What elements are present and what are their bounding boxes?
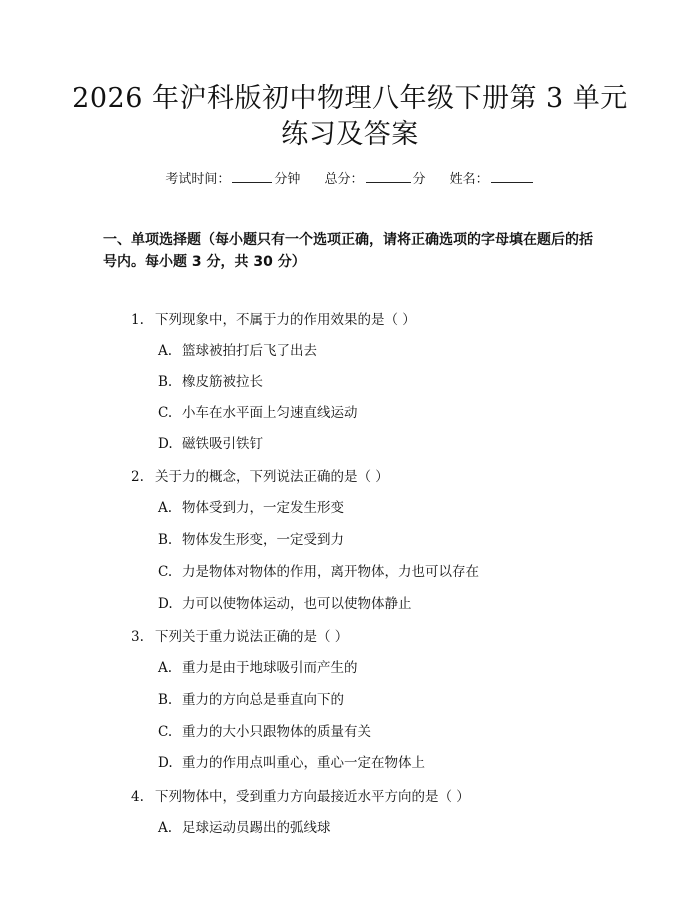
question-number: 1. <box>131 312 144 328</box>
title-line-2: 练习及答案 <box>281 119 419 150</box>
option-text: 橡皮筋被拉长 <box>182 374 263 390</box>
option-letter: A. <box>158 820 173 836</box>
question-3-option-b <box>158 689 578 711</box>
option-letter: C. <box>158 405 173 421</box>
option-letter: B. <box>158 374 173 390</box>
option-letter: A. <box>158 343 173 359</box>
question-1-option-c <box>158 402 578 424</box>
option-text: 重力的方向总是垂直向下的 <box>182 692 344 708</box>
option-text: 力可以使物体运动，也可以使物体静止 <box>182 596 412 612</box>
option-letter: B. <box>158 692 173 708</box>
option-letter: D. <box>158 755 173 771</box>
score-unit: 分 <box>412 172 426 187</box>
score-info <box>324 167 425 190</box>
question-1 <box>131 309 591 331</box>
option-text: 物体受到力，一定发生形变 <box>182 500 344 516</box>
question-text: 下列关于重力说法正确的是（ ） <box>155 629 349 645</box>
option-text: 篮球被拍打后飞了出去 <box>182 343 317 359</box>
option-letter: C. <box>158 724 173 740</box>
question-text: 关于力的概念，下列说法正确的是（ ） <box>155 469 389 485</box>
option-letter: B. <box>158 532 173 548</box>
score-blank <box>366 167 411 183</box>
option-text: 重力的大小只跟物体的质量有关 <box>182 724 371 740</box>
name-blank <box>491 167 533 183</box>
option-text: 力是物体对物体的作用，离开物体，力也可以存在 <box>182 564 479 580</box>
option-text: 磁铁吸引铁钉 <box>182 436 263 452</box>
question-2-option-b <box>158 529 578 551</box>
option-text: 足球运动员踢出的弧线球 <box>182 820 331 836</box>
question-text: 下列现象中，不属于力的作用效果的是（ ） <box>155 312 416 328</box>
time-unit: 分钟 <box>274 172 301 187</box>
time-info <box>165 167 300 190</box>
section-title: 一、单项选择题（每小题只有一个选项正确，请将正确选项的字母填在题后的括号内。每小题 3 分，共 30 分） <box>103 232 593 270</box>
option-text: 重力的作用点叫重心，重心一定在物体上 <box>182 755 425 771</box>
time-blank <box>232 167 272 183</box>
question-3 <box>131 626 591 648</box>
question-2-option-d <box>158 593 578 615</box>
question-3-option-c <box>158 721 578 743</box>
question-2-option-a <box>158 497 578 519</box>
question-1-option-a <box>158 340 578 362</box>
option-text: 物体发生形变，一定受到力 <box>182 532 344 548</box>
option-text: 小车在水平面上匀速直线运动 <box>182 405 358 421</box>
question-2 <box>131 466 591 488</box>
option-letter: A. <box>158 500 173 516</box>
option-letter: C. <box>158 564 173 580</box>
question-3-option-d <box>158 752 578 774</box>
question-4-option-a <box>158 817 578 839</box>
exam-info-row <box>0 167 700 190</box>
page-title <box>0 81 700 153</box>
name-label: 姓名： <box>449 172 489 187</box>
option-letter: A. <box>158 660 173 676</box>
score-label: 总分： <box>324 172 364 187</box>
question-1-option-d <box>158 433 578 455</box>
question-number: 3. <box>131 629 144 645</box>
title-line-1: 2026 年沪科版初中物理八年级下册第 3 单元 <box>72 83 628 114</box>
question-1-option-b <box>158 371 578 393</box>
question-number: 4. <box>131 789 144 805</box>
option-letter: D. <box>158 436 173 452</box>
question-3-option-a <box>158 657 578 679</box>
option-text: 重力是由于地球吸引而产生的 <box>182 660 358 676</box>
name-info <box>450 167 535 190</box>
question-4 <box>131 786 591 808</box>
question-2-option-c <box>158 561 578 583</box>
question-number: 2. <box>131 469 144 485</box>
time-label: 考试时间： <box>165 172 231 187</box>
question-text: 下列物体中，受到重力方向最接近水平方向的是（ ） <box>155 789 470 805</box>
option-letter: D. <box>158 596 173 612</box>
